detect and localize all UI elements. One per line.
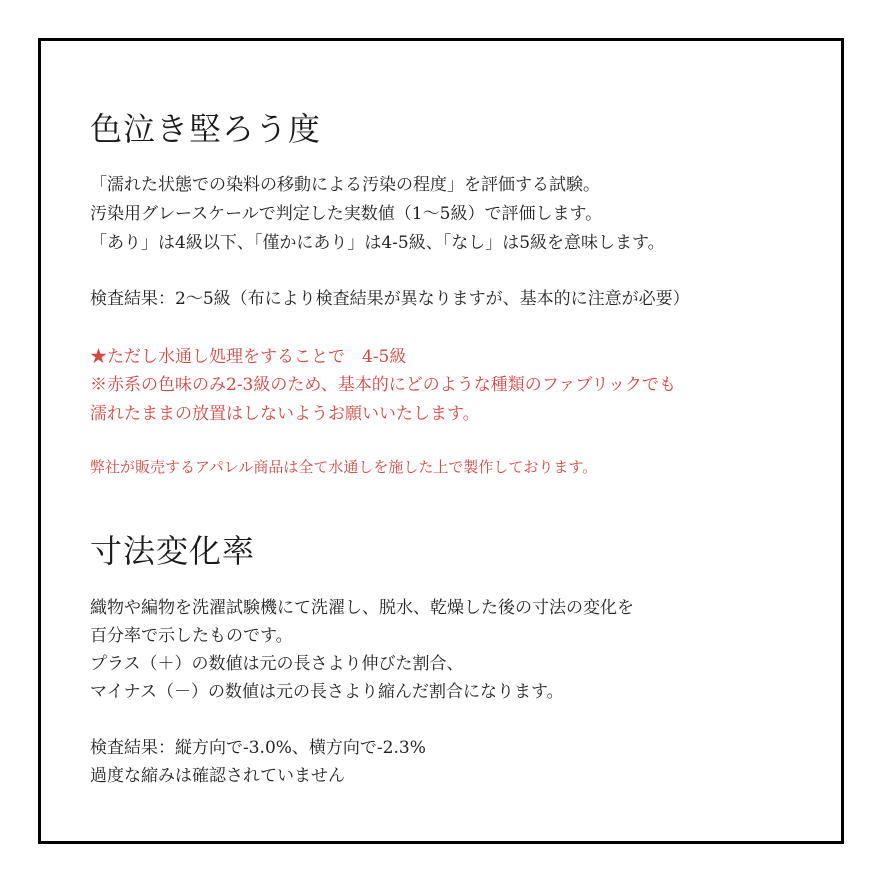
red-tone-warning-line-2: 濡れたままの放置はしないようお願いいたします。 <box>90 404 480 424</box>
content-frame <box>38 38 844 844</box>
colorfastness-result: 検査結果：2〜5級（布により検査結果が異なりますが、基本的に注意が必要） <box>90 289 690 309</box>
red-tone-warning-line-1: ※赤系の色味のみ2-3級のため、基本的にどのような種類のファブリックでも <box>90 375 676 395</box>
dimensional-change-title: 寸法変化率 <box>90 532 256 570</box>
colorfastness-desc-line-2: 汚染用グレースケールで判定した実数値（1〜5級）で評価します。 <box>90 204 603 224</box>
apparel-footnote: 弊社が販売するアパレル商品は全て水通しを施した上で製作しております。 <box>90 458 598 476</box>
dimensional-desc-line-3: プラス（＋）の数値は元の長さより伸びた割合、 <box>90 654 464 674</box>
dimensional-desc-line-2: 百分率で示したものです。 <box>90 626 293 646</box>
dimensional-desc-line-4: マイナス（－）の数値は元の長さより縮んだ割合になります。 <box>90 682 564 702</box>
water-treatment-note: ★ただし水通し処理をすることで 4-5級 <box>90 347 407 367</box>
colorfastness-title: 色泣き堅ろう度 <box>90 110 322 148</box>
colorfastness-desc-line-3: 「あり」は4級以下、「僅かにあり」は4-5級、「なし」は5級を意味します。 <box>90 233 665 253</box>
dimensional-desc-line-1: 織物や編物を洗濯試験機にて洗濯し、脱水、乾燥した後の寸法の変化を <box>90 598 634 618</box>
colorfastness-desc-line-1: 「濡れた状態での染料の移動による汚染の程度」を評価する試験。 <box>90 175 600 195</box>
dimensional-result-note: 過度な縮みは確認されていません <box>90 766 345 786</box>
dimensional-result: 検査結果：縦方向で-3.0%、横方向で-2.3% <box>90 738 426 758</box>
